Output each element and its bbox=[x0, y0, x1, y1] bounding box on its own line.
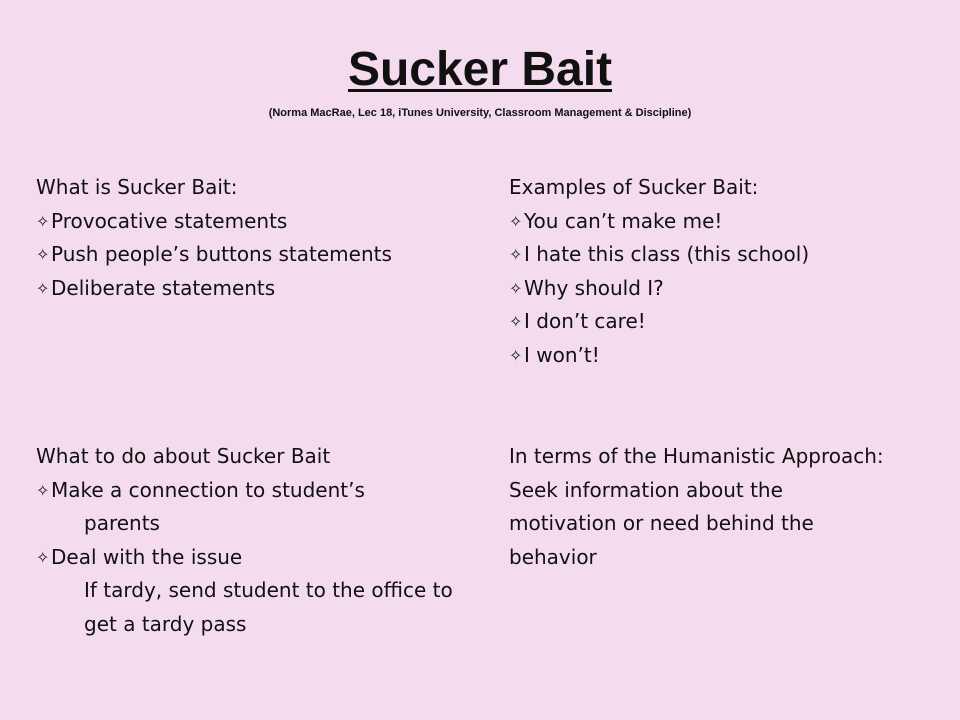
list-item: ✧ I don’t care! bbox=[509, 305, 809, 339]
body-text: Seek information about the bbox=[509, 477, 783, 502]
list-item: ✧ You can’t make me! bbox=[509, 205, 809, 239]
humanistic-approach-section bbox=[509, 440, 884, 574]
sparkle-bullet-icon: ✧ bbox=[509, 211, 523, 231]
sparkle-bullet-icon: ✧ bbox=[36, 278, 50, 298]
section-heading: What is Sucker Bait: bbox=[36, 175, 238, 199]
list-item: ✧ Push people’s buttons statements bbox=[36, 238, 392, 272]
slide-subtitle: (Norma MacRae, Lec 18, iTunes University, Classroom Management & Discipline) bbox=[268, 107, 692, 119]
examples-section bbox=[509, 171, 809, 372]
section-heading: In terms of the Humanistic Approach: bbox=[509, 444, 884, 468]
what-to-do-section bbox=[36, 440, 453, 641]
sparkle-bullet-icon: ✧ bbox=[509, 278, 523, 298]
sub-item-text: get a tardy pass bbox=[84, 611, 247, 636]
sparkle-bullet-icon: ✧ bbox=[509, 312, 523, 331]
slide-title-text: Sucker Bait bbox=[347, 43, 613, 96]
body-text: behavior bbox=[509, 544, 597, 569]
sparkle-bullet-icon: ✧ bbox=[36, 245, 50, 264]
list-item: ✧ Provocative statements bbox=[36, 205, 392, 239]
list-item: ✧ I won’t! bbox=[509, 339, 809, 373]
list-item: ✧ Deliberate statements bbox=[36, 272, 392, 306]
sparkle-bullet-icon: ✧ bbox=[509, 245, 523, 264]
list-item: ✧ I hate this class (this school) bbox=[509, 238, 809, 272]
section-heading: What to do about Sucker Bait bbox=[36, 444, 331, 468]
body-text: motivation or need behind the bbox=[509, 511, 814, 535]
list-item: ✧ Deal with the issue bbox=[36, 541, 453, 575]
section-heading: Examples of Sucker Bait: bbox=[509, 175, 759, 199]
what-is-section bbox=[36, 171, 392, 305]
list-item: ✧ Why should I? bbox=[509, 272, 809, 306]
slide-title bbox=[0, 42, 960, 98]
sparkle-bullet-icon: ✧ bbox=[36, 480, 50, 500]
sparkle-bullet-icon: ✧ bbox=[509, 345, 523, 365]
list-item: ✧ Make a connection to student’s bbox=[36, 474, 453, 508]
sub-item-text: If tardy, send student to the office to bbox=[84, 578, 453, 602]
sparkle-bullet-icon: ✧ bbox=[36, 547, 50, 567]
list-item-continuation: parents bbox=[84, 511, 160, 535]
sparkle-bullet-icon: ✧ bbox=[36, 211, 50, 231]
